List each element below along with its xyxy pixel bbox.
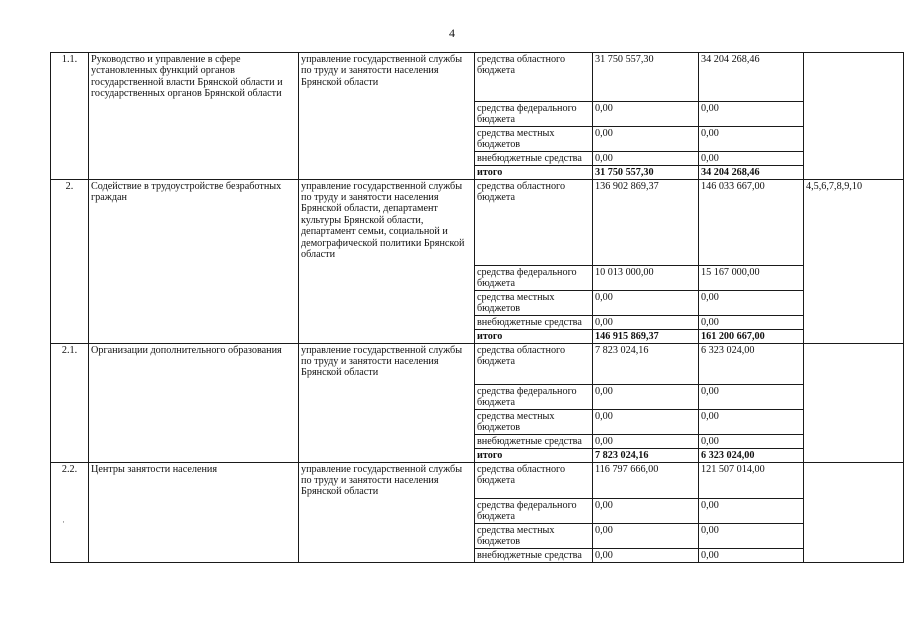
amount-year-2: 0,00 (699, 548, 804, 562)
funding-source: средства федерального бюджета (475, 498, 593, 523)
section-executor: управление государственной службы по труду и занятости населения Брянской области (299, 462, 475, 562)
amount-year-2: 0,00 (699, 315, 804, 329)
amount-year-2: 0,00 (699, 151, 804, 165)
amount-year-2: 6 323 024,00 (699, 448, 804, 462)
amount-year-2: 0,00 (699, 498, 804, 523)
section-indicators (804, 462, 904, 562)
funding-source: средства местных бюджетов (475, 126, 593, 151)
section-number: 2.2. (51, 462, 89, 562)
amount-year-2: 34 204 268,46 (699, 53, 804, 102)
amount-year-2: 161 200 667,00 (699, 329, 804, 343)
funding-source: средства областного бюджета (475, 53, 593, 102)
section-number: 2.1. (51, 343, 89, 462)
amount-year-1: 0,00 (593, 434, 699, 448)
funding-source: итого (475, 329, 593, 343)
funding-source: итого (475, 165, 593, 179)
section-indicators (804, 343, 904, 462)
amount-year-1: 0,00 (593, 151, 699, 165)
amount-year-1: 10 013 000,00 (593, 265, 699, 290)
amount-year-1: 0,00 (593, 523, 699, 548)
amount-year-1: 0,00 (593, 409, 699, 434)
amount-year-2: 34 204 268,46 (699, 165, 804, 179)
funding-source: внебюджетные средства (475, 548, 593, 562)
section-executor: управление государственной службы по труду и занятости населения Брянской области (299, 343, 475, 462)
amount-year-1: 0,00 (593, 315, 699, 329)
funding-source: итого (475, 448, 593, 462)
table-row (51, 179, 904, 265)
funding-source: средства областного бюджета (475, 343, 593, 384)
amount-year-1: 0,00 (593, 126, 699, 151)
budget-table (50, 52, 904, 563)
amount-year-2: 121 507 014,00 (699, 462, 804, 498)
amount-year-2: 0,00 (699, 126, 804, 151)
amount-year-2: 0,00 (699, 409, 804, 434)
amount-year-2: 15 167 000,00 (699, 265, 804, 290)
amount-year-1: 31 750 557,30 (593, 53, 699, 102)
amount-year-1: 116 797 666,00 (593, 462, 699, 498)
amount-year-1: 0,00 (593, 548, 699, 562)
amount-year-2: 146 033 667,00 (699, 179, 804, 265)
funding-source: внебюджетные средства (475, 151, 593, 165)
amount-year-1: 136 902 869,37 (593, 179, 699, 265)
table-row (51, 462, 904, 498)
funding-source: средства местных бюджетов (475, 290, 593, 315)
amount-year-2: 6 323 024,00 (699, 343, 804, 384)
funding-source: средства федерального бюджета (475, 265, 593, 290)
amount-year-1: 7 823 024,16 (593, 343, 699, 384)
section-number: 1.1. (51, 53, 89, 180)
amount-year-2: 0,00 (699, 523, 804, 548)
funding-source: средства местных бюджетов (475, 409, 593, 434)
section-executor: управление государственной службы по труду и занятости населения Брянской области (299, 53, 475, 180)
section-name: Содействие в трудоустройстве безработных граждан (89, 179, 299, 343)
table-row (51, 343, 904, 384)
section-number: 2. (51, 179, 89, 343)
amount-year-1: 0,00 (593, 290, 699, 315)
section-executor: управление государственной службы по труду и занятости населения Брянской области, департамент культуры Брянской области, департамент семьи, социальной и демографической политики Брянской области (299, 179, 475, 343)
amount-year-1: 146 915 869,37 (593, 329, 699, 343)
section-indicators: 4,5,6,7,8,9,10 (804, 179, 904, 343)
funding-source: внебюджетные средства (475, 434, 593, 448)
amount-year-2: 0,00 (699, 102, 804, 127)
funding-source: внебюджетные средства (475, 315, 593, 329)
amount-year-1: 7 823 024,16 (593, 448, 699, 462)
scan-speck: · (62, 517, 65, 527)
funding-source: средства областного бюджета (475, 462, 593, 498)
section-name: Руководство и управление в сфере установленных функций органов государственной власти Брянской области и государственных органов Брянской области (89, 53, 299, 180)
section-name: Центры занятости населения (89, 462, 299, 562)
funding-source: средства местных бюджетов (475, 523, 593, 548)
amount-year-1: 31 750 557,30 (593, 165, 699, 179)
funding-source: средства федерального бюджета (475, 384, 593, 409)
page-number: 4 (449, 26, 456, 40)
amount-year-1: 0,00 (593, 384, 699, 409)
amount-year-2: 0,00 (699, 384, 804, 409)
amount-year-1: 0,00 (593, 102, 699, 127)
funding-source: средства федерального бюджета (475, 102, 593, 127)
amount-year-2: 0,00 (699, 290, 804, 315)
section-name: Организации дополнительного образования (89, 343, 299, 462)
funding-source: средства областного бюджета (475, 179, 593, 265)
table-row (51, 53, 904, 102)
section-indicators (804, 53, 904, 180)
amount-year-2: 0,00 (699, 434, 804, 448)
amount-year-1: 0,00 (593, 498, 699, 523)
